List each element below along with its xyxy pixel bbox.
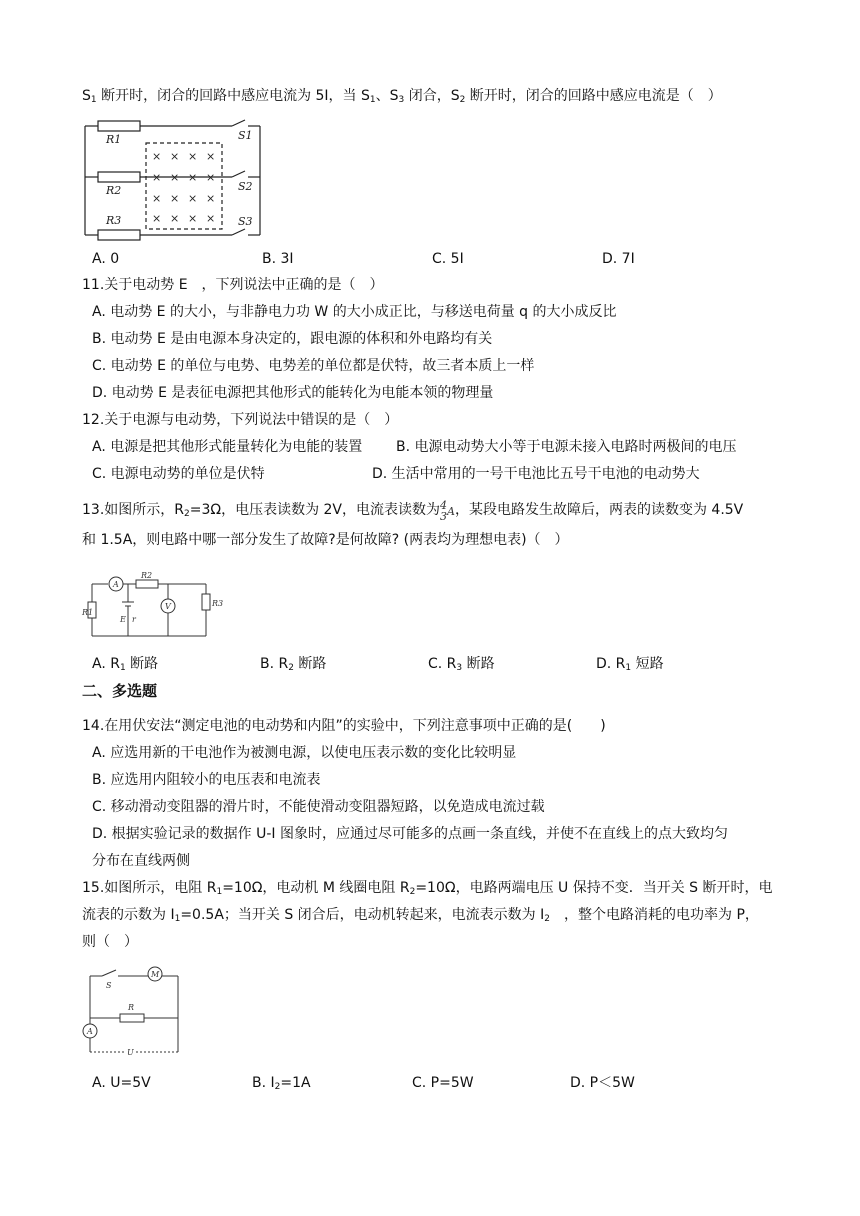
- svg-text:×: ×: [206, 171, 216, 184]
- svg-text:×: ×: [206, 212, 216, 225]
- q10-option-a: A. 0: [92, 251, 120, 267]
- q11-option-b: B. 电动势 E 是由电源本身决定的，跟电源的体积和外电路均有关: [92, 331, 493, 347]
- svg-text:M: M: [151, 970, 160, 979]
- svg-text:R3: R3: [212, 599, 224, 608]
- q15-option-a: A. U=5V: [92, 1075, 151, 1091]
- q12-stem: 12.关于电源与电动势，下列说法中错误的是（ ）: [82, 412, 399, 428]
- q14-stem: 14.在用伏安法“测定电池的电动势和内阻”的实验中，下列注意事项中正确的是( ): [82, 718, 606, 734]
- svg-text:E: E: [120, 615, 126, 624]
- q13-option-a: A. $R_1$ 断路: [92, 656, 159, 673]
- svg-text:×: ×: [152, 171, 162, 184]
- svg-text:R: R: [128, 1003, 135, 1012]
- svg-text:×: ×: [170, 150, 180, 163]
- q13-option-c: C. $R_3$ 断路: [428, 656, 495, 673]
- q11-option-a: A. 电动势 E 的大小，与非静电力功 W 的大小成正比，与移送电荷量 q 的大小成反比: [92, 304, 617, 320]
- q13-fraction: 4 3: [440, 499, 448, 523]
- q14-option-b: B. 应选用内阻较小的电压表和电流表: [92, 772, 321, 788]
- q14-option-d-cont: 分布在直线两侧: [92, 853, 190, 869]
- svg-text:×: ×: [188, 212, 198, 225]
- q13-stem-line1: 13.如图所示，$R_2=3\Omega$，电压表读数为 2V，电流表读数为4 3A，某段电路发生故障后，两表的读数变为 4.5V: [82, 499, 744, 523]
- q14-option-a: A. 应选用新的干电池作为被测电源，以使电压表示数的变化比较明显: [92, 745, 517, 761]
- s2-label: S2: [238, 180, 253, 193]
- svg-text:×: ×: [188, 192, 198, 205]
- q12-option-d: D. 生活中常用的一号干电池比五号干电池的电动势大: [372, 466, 700, 482]
- section-heading: 二、多选题: [82, 682, 158, 700]
- svg-text:V: V: [165, 602, 171, 611]
- svg-text:R2: R2: [141, 571, 153, 580]
- svg-text:×: ×: [188, 150, 198, 163]
- q12-option-b: B. 电源电动势大小等于电源未接入电路时两极间的电压: [396, 439, 737, 455]
- q11-option-d: D. 电动势 E 是表征电源把其他形式的能转化为电能本领的物理量: [92, 385, 494, 401]
- q13-circuit-figure: [82, 571, 226, 642]
- r2-label: R2: [106, 184, 122, 197]
- q10-option-d: D. 7I: [602, 251, 635, 267]
- q15-option-b: B. $I_2=1A$: [252, 1075, 311, 1092]
- q15-option-c: C. P=5W: [412, 1075, 474, 1091]
- q15-stem-line3: 则（ ）: [82, 934, 138, 950]
- svg-text:R1: R1: [82, 608, 94, 617]
- q14-option-d: D. 根据实验记录的数据作 U-I 图象时，应通过尽可能多的点画一条直线，并使不在直线上的点大致均匀: [92, 826, 729, 842]
- q13-option-d: D. $R_1$ 短路: [596, 656, 664, 673]
- svg-text:×: ×: [170, 212, 180, 225]
- s1-label: S1: [238, 129, 253, 142]
- s3-label: S3: [238, 215, 253, 228]
- svg-text:S: S: [106, 981, 112, 990]
- svg-text:×: ×: [152, 150, 162, 163]
- svg-text:A: A: [113, 580, 119, 589]
- q14-option-c: C. 移动滑动变阻器的滑片时，不能使滑动变阻器短路，以免造成电流过载: [92, 799, 545, 815]
- q10-circuit-figure: [82, 112, 272, 242]
- svg-text:×: ×: [206, 150, 216, 163]
- svg-text:×: ×: [152, 192, 162, 205]
- svg-text:A: A: [87, 1027, 93, 1036]
- q10-stem: $S_1$ 断开时，闭合的回路中感应电流为 5I，当 $S_1$、$S_3$ 闭合，$S_2$ 断开时，闭合的回路中感应电流是（ ）: [82, 88, 722, 105]
- q15-stem-line2: 流表的示数为 $I_1=0.5A$；当开关 S 闭合后，电动机转起来，电流表示数为 $I_2$ ，整个电路消耗的电功率为 P，: [82, 907, 759, 924]
- q13-stem-line2: 和 1.5A，则电路中哪一部分发生了故障?是何故障? (两表均为理想电表)（ ）: [82, 532, 569, 548]
- q10-option-c: C. 5I: [432, 251, 464, 267]
- q15-stem-line1: 15.如图所示，电阻 $R_1=10\Omega$，电动机 M 线圈电阻 $R_2=10\Omega$，电路两端电压 U 保持不变．当开关 S 断开时，电: [82, 880, 773, 897]
- q12-option-c: C. 电源电动势的单位是伏特: [92, 466, 265, 482]
- svg-text:r: r: [132, 615, 136, 624]
- q13-option-b: B. $R_2$ 断路: [260, 656, 327, 673]
- svg-text:×: ×: [206, 192, 216, 205]
- svg-text:U: U: [127, 1048, 134, 1057]
- q15-option-d: D. P＜5W: [570, 1075, 635, 1091]
- q11-option-c: C. 电动势 E 的单位与电势、电势差的单位都是伏特，故三者本质上一样: [92, 358, 535, 374]
- svg-text:×: ×: [170, 192, 180, 205]
- svg-text:×: ×: [188, 171, 198, 184]
- q11-stem: 11.关于电动势 E ，下列说法中正确的是（ ）: [82, 277, 384, 293]
- r1-label: R1: [106, 133, 122, 146]
- svg-text:×: ×: [152, 212, 162, 225]
- q12-option-a: A. 电源是把其他形式能量转化为电能的装置: [92, 439, 363, 455]
- q10-option-b: B. 3I: [262, 251, 294, 267]
- r3-label: R3: [106, 214, 122, 227]
- q15-circuit-figure: [80, 962, 190, 1062]
- svg-text:×: ×: [170, 171, 180, 184]
